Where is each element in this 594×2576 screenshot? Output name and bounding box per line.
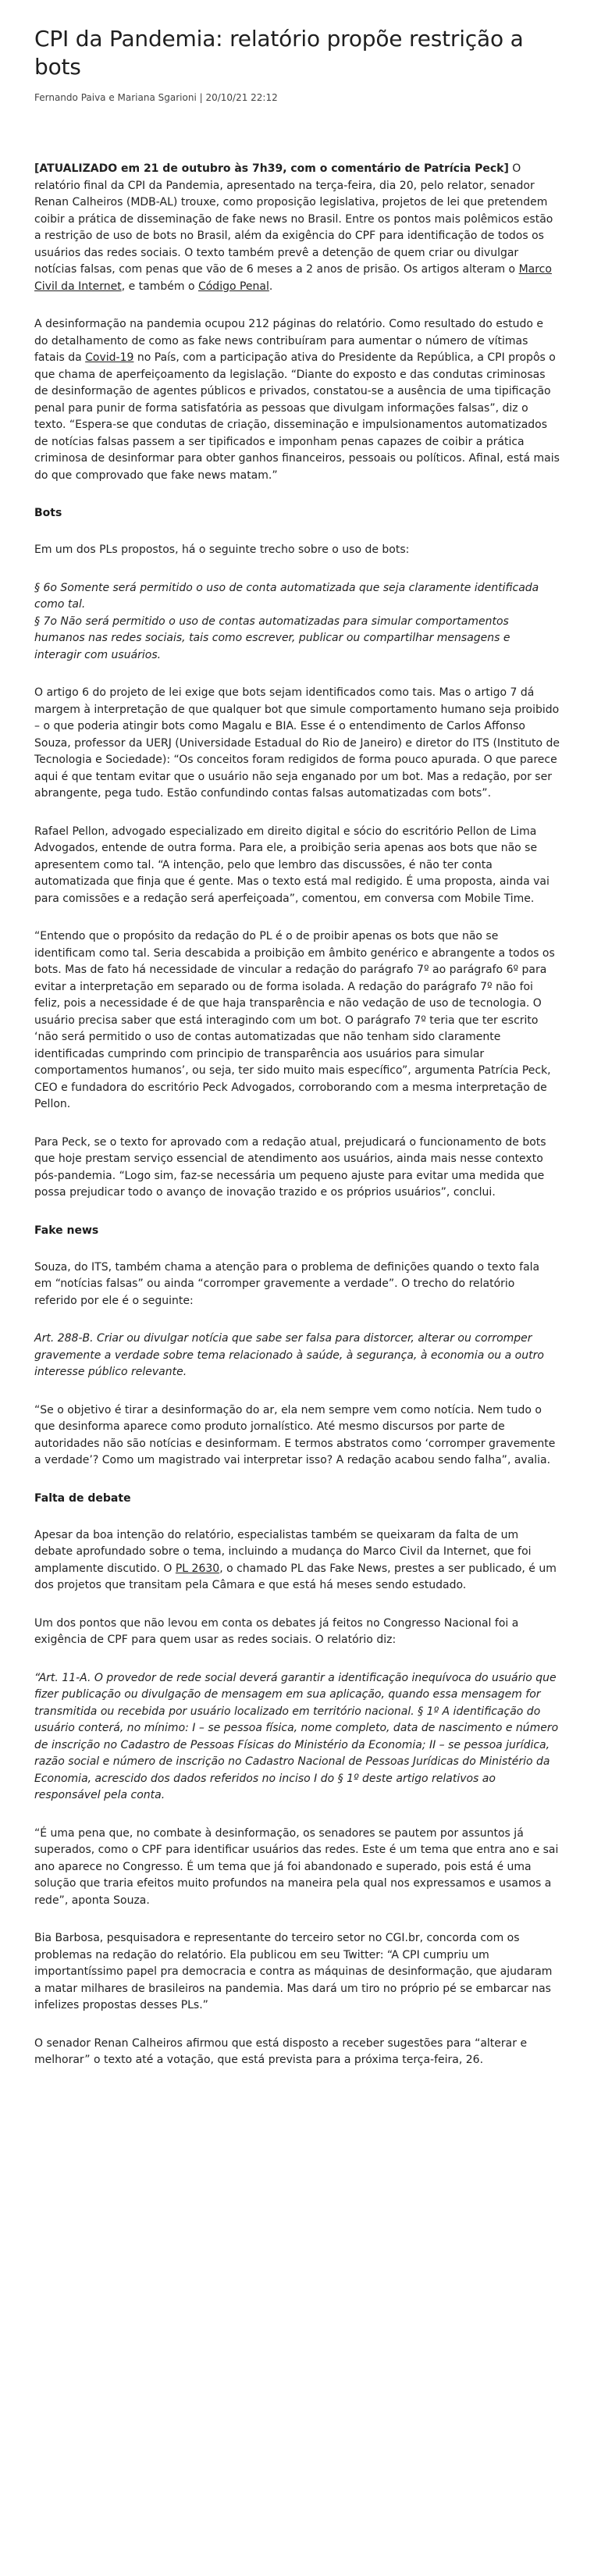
byline [34, 92, 560, 103]
intro-text: . [269, 280, 273, 293]
update-note: [ATUALIZADO em 21 de outubro às 7h39, com o comentário de Patrícia Peck] [34, 162, 509, 175]
section-heading-bots: Bots [34, 507, 62, 519]
paragraph-debate-2: Um dos pontos que não levou em conta os debates já feitos no Congresso Nacional foi a exigência de CPF para quem usar as redes sociais. O relatório diz: [34, 1616, 519, 1646]
paragraph-text: no País, com a participação ativa do Presidente da República, a CPI propôs o que chama de aperfeiçoamento da legislação. “Diante do exposto e das condutas criminosas de desinformação de agentes públicos e privados, constatou-se a ausência de uma tipificação penal para punir de forma satisfatória as pessoas que divulgam informações falsas”, diz o texto. “Espera-se que condutas de criação, disseminação e impulsionamentos automatizados de notícias falsas passem a ser tipificados e imponham penas capazes de coibir a prática criminosa de desinformar para obter ganhos financeiros, pessoais ou políticos. Afinal, está mais do que comprovado que fake news matam.” [34, 351, 560, 482]
link-pl-2630[interactable]: PL 2630 [175, 1562, 220, 1575]
paragraph-bots-2: O artigo 6 do projeto de lei exige que bots sejam identificados como tais. Mas o artigo 7 dá margem à interpretação de que qualquer bot que simule comportamento humano seja proibido – o que poderia atingir bots como Magalu e BIA. Esse é o entendimento de Carlos Affonso Souza, professor da UERJ (Universidade Estadual do Rio de Janeiro) e diretor do ITS (Instituto de Tecnologia e Sociedade): “Os conceitos foram redigidos de forma pouco apurada. O que parece aqui é que tentam evitar que o usuário não seja enganado por um bot. Mas a redação, por ser abrangente, pega tudo. Estão confundindo contas falsas automatizadas com bots”. [34, 686, 560, 800]
paragraph-fake-1: Souza, do ITS, também chama a atenção para o problema de definições quando o texto fala em “notícias falsas” ou ainda “corromper gravemente a verdade”. O trecho do relatório referido por ele é o seguinte: [34, 1260, 540, 1307]
link-codigo-penal[interactable]: Código Penal [197, 280, 269, 293]
paragraph-text: Apesar da boa intenção do relatório, especialistas também se queixaram da falta de um debate aprofundado sobre o tema, incluindo a mudança do Marco Civil da Internet, que foi amplamente discutido. O [34, 1528, 532, 1575]
quote-bots-7: § 7o Não será permitido o uso de contas automatizadas para simular comportamentos humanos nas redes sociais, tais como escrever, publicar ou compartilhar mensagens e interagir com usuários. [34, 615, 510, 661]
intro-text: O relatório final da CPI da Pandemia, apresentado na terça-feira, dia 20, pelo relator, senador Renan Calheiros (MDB-AL) trouxe, como proposição legislativa, projetos de lei que pretendem coibir a prática de disseminação de fake news no Brasil. Entre os pontos mais polêmicos estão a restrição de uso de bots no Brasil, além da exigência do CPF para identificação de todos os usuários das redes sociais. O texto também prevê a detenção de quem criar ou divulgar notícias falsas, com penas que vão de 6 meses a 2 anos de prisão. Os artigos alteram o [34, 162, 553, 276]
link-covid-19[interactable]: Covid-19 [85, 351, 134, 364]
quote-art-11a: “Art. 11-A. O provedor de rede social deverá garantir a identificação inequívoca do usuário que fizer publicação ou divulgação de mensagem em sua aplicação, quando essa mensagem for transmitida ou recebida por usuário localizado em território nacional. § 1º A identificação do usuário conterá, no mínimo: I – se pessoa física, nome completo, data de nascimento e número de inscrição no Cadastro de Pessoas Físicas do Ministério da Economia; II – se pessoa jurídica, razão social e número de inscrição no Cadastro Nacional de Pessoas Jurídicas do Ministério da Economia, acrescido dos dados referidos no inciso I do § 1º deste artigo relativos ao responsável pela conta. [34, 1671, 559, 1801]
byline-date: 20/10/21 22:12 [205, 92, 278, 103]
byline-separator: | [196, 92, 206, 103]
paragraph-debate-1 [34, 1527, 560, 1594]
quote-bots-6: § 6o Somente será permitido o uso de conta automatizada que seja claramente identificada como tal. [34, 581, 539, 611]
byline-authors: Fernando Paiva e Mariana Sgarioni [34, 92, 197, 103]
paragraph-text: A desinformação na pandemia ocupou 212 páginas do relatório. Como resultado do estudo e do detalhamento de como as fake news contribuíram para aumentar o número de vítimas fatais da [34, 318, 544, 364]
section-heading-falta-de-debate: Falta de debate [34, 1491, 131, 1505]
paragraph-debate-4: Bia Barbosa, pesquisadora e representante do terceiro setor no CGI.br, concorda com os problemas na redação do relatório. Ela publicou em seu Twitter: “A CPI cumpriu um importantíssimo papel pra democracia e contra as máquinas de desinformação, que ajudaram a matar milhares de brasileiros na pandemia. Mas dará um tiro no próprio pé se embarcar nas infelizes propostas desses PLs.” [34, 1932, 553, 2011]
intro-text: , e também o [121, 280, 198, 293]
paragraph-bots-4: “Entendo que o propósito da redação do PL é o de proibir apenas os bots que não se identificam como tal. Seria descabida a proibição em âmbito genérico e abrangente a todos os bots. Mas de fato há necessidade de vincular a redação do parágrafo 7º ao parágrafo 6º para evitar a interpretação em separado ou de forma isolada. A redação do parágrafo 7º não foi feliz, pois a necessidade é de que haja transparência e não vedação de uso de tecnologia. O usuário precisa saber que está interagindo com um bot. O parágrafo 7º teria que ter escrito ‘não será permitido o uso de contas automatizadas que não tenham sido claramente identificadas cumprindo com principio de transparência aos usuários para simular comportamentos humanos’, ou seja, ter sido muito mais específico”, argumenta Patrícia Peck, CEO e fundadora do escritório Peck Advogados, corroborando com a mesma interpretação de Pellon. [34, 930, 555, 1110]
paragraph-debate-5: O senador Renan Calheiros afirmou que está disposto a receber sugestões para “alterar e melhorar” o texto até a votação, que está prevista para a próxima terça-feira, 26. [34, 2036, 528, 2066]
paragraph-fake-2: “Se o objetivo é tirar a desinformação do ar, ela nem sempre vem como notícia. Nem tudo o que desinforma aparece como produto jornalístico. Até mesmo discursos por parte de autoridades não são notícias e desinformam. E termos abstratos como ‘corromper gravemente a verdade’? Como um magistrado vai interpretar isso? A redação acabou sendo falha”, avalia. [34, 1403, 556, 1466]
link-marco-civil[interactable]: Marco Civil da Internet [34, 263, 552, 293]
paragraph-bots-5: Para Peck, se o texto for aprovado com a redação atual, prejudicará o funcionamento de bots que hoje prestam serviço essencial de atendimento aos usuários, ainda mais nesse contexto pós-pandemia. “Logo sim, faz-se necessária um pequeno ajuste para evitar uma medida que possa prejudicar todo o avanço de inovação trazido e os próprios usuários”, conclui. [34, 1135, 546, 1199]
section-heading-fake-news: Fake news [34, 1224, 99, 1237]
paragraph-text: , o chamado PL das Fake News, prestes a ser publicado, é um dos projetos que transitam pela Câmara e que está há meses sendo estudado. [34, 1562, 557, 1591]
paragraph-desinformacao [34, 316, 560, 484]
paragraph-debate-3: “É uma pena que, no combate à desinformação, os senadores se pautem por assuntos já superados, como o CPF para identificar usuários das redes. Este é um tema que entra ano e sai ano aparece no Congresso. É um tema que já foi abandonado e superado, pois está é uma solução que traria efeitos muito profundos na maneira pela qual nos expressamos e usamos a rede”, aponta Souza. [34, 1826, 559, 1907]
intro-paragraph [34, 161, 560, 295]
paragraph-bots-1: Em um dos PLs propostos, há o seguinte trecho sobre o uso de bots: [34, 543, 410, 556]
paragraph-bots-3: Rafael Pellon, advogado especializado em direito digital e sócio do escritório Pellon de Lima Advogados, entende de outra forma. Para ele, a proibição seria apenas aos bots que não se apresentem como tal. “A intenção, pelo que lembro das discussões, é não ter conta automatizada que finja que é gente. Mas o texto está mal redigido. É uma proposta, ainda vai para comissões e a redação será aperfeiçoada”, comentou, em conversa com Mobile Time. [34, 825, 550, 905]
quote-art-288b: Art. 288-B. Criar ou divulgar notícia que sabe ser falsa para distorcer, alterar ou corromper gravemente a verdade sobre tema relacionado à saúde, à segurança, à economia ou a outro interesse público relevante. [34, 1332, 544, 1378]
article-title: CPI da Pandemia: relatório propõe restrição a bots [34, 26, 524, 80]
